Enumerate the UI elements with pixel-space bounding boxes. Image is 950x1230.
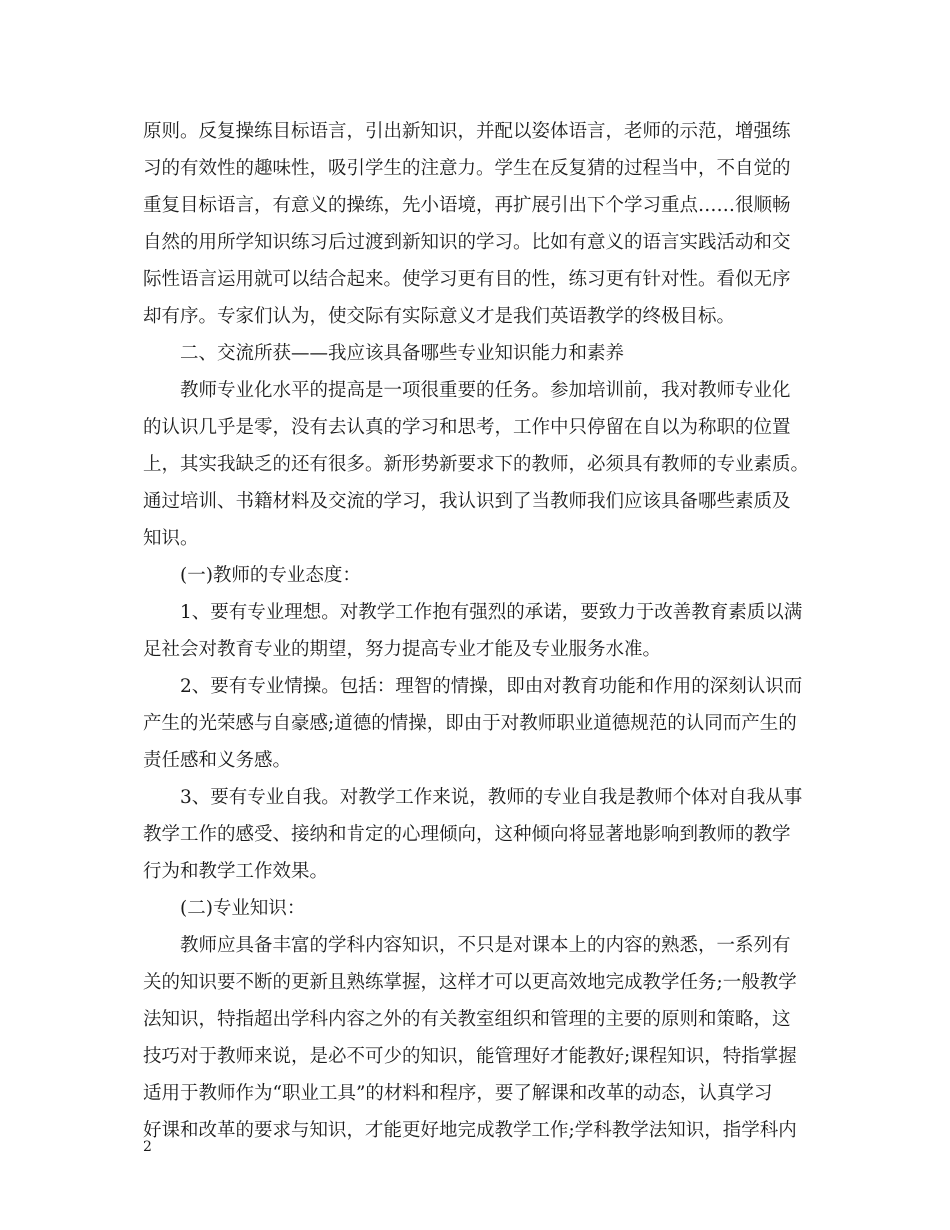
text-line: 教师应具备丰富的学科内容知识，不只是对课本上的内容的熟悉，一系列有 xyxy=(180,935,791,956)
text-line: 自然的用所学知识练习后过渡到新知识的学习。比如有意义的语言实践活动和交 xyxy=(143,232,791,253)
text-line: 法知识，特指超出学科内容之外的有关教室组织和管理的主要的原则和策略，这 xyxy=(143,1009,791,1030)
page-number: 2 xyxy=(143,1139,152,1155)
text-line: 原则。反复操练目标语言，引出新知识，并配以姿体语言，老师的示范，增强练 xyxy=(143,121,791,142)
text-line: 际性语言运用就可以结合起来。使学习更有目的性，练习更有针对性。看似无序 xyxy=(143,269,791,290)
text-line: 3、要有专业自我。对教学工作来说，教师的专业自我是教师个体对自我从事 xyxy=(180,787,803,808)
text-line: 习的有效性的趣味性，吸引学生的注意力。学生在反复猜的过程当中，不自觉的 xyxy=(143,158,791,179)
text-line: 足社会对教育专业的期望，努力提高专业才能及专业服务水准。 xyxy=(143,639,662,660)
text-line: 行为和教学工作效果。 xyxy=(143,861,329,882)
text-line: (一)教师的专业态度： xyxy=(180,565,361,586)
text-line: 技巧对于教师来说，是必不可少的知识，能管理好才能教好;课程知识，特指掌握 xyxy=(143,1046,797,1067)
text-line: 却有序。专家们认为，使交际有实际意义才是我们英语教学的终极目标。 xyxy=(143,306,736,327)
text-line: 教学工作的感受、接纳和肯定的心理倾向，这种倾向将显著地影响到教师的教学 xyxy=(143,824,791,845)
text-line: 责任感和义务感。 xyxy=(143,750,292,771)
text-line: 重复目标语言，有意义的操练，先小语境，再扩展引出下个学习重点……很顺畅 xyxy=(143,195,791,216)
text-line: 通过培训、书籍材料及交流的学习，我认识到了当教师我们应该具备哪些素质及 xyxy=(143,491,791,512)
text-line: 2、要有专业情操。包括：理智的情操，即由对教育功能和作用的深刻认识而 xyxy=(180,676,803,697)
text-line: 关的知识要不断的更新且熟练掌握，这样才可以更高效地完成教学任务;一般教学 xyxy=(143,972,797,993)
text-line: 二、交流所获——我应该具备哪些专业知识能力和素养 xyxy=(180,343,625,364)
text-line: 1、要有专业理想。对教学工作抱有强烈的承诺，要致力于改善教育素质以满 xyxy=(180,602,803,623)
document-body xyxy=(143,113,823,1149)
text-line: 适用于教师作为“职业工具”的材料和程序，要了解课和改革的动态，认真学习 xyxy=(143,1083,773,1104)
text-line: 上，其实我缺乏的还有很多。新形势新要求下的教师，必须具有教师的专业素质。 xyxy=(143,454,810,475)
text-line: 产生的光荣感与自豪感;道德的情操，即由于对教师职业道德规范的认同而产生的 xyxy=(143,713,797,734)
text-line: (二)专业知识： xyxy=(180,898,306,919)
text-line: 好课和改革的要求与知识，才能更好地完成教学工作;学科教学法知识，指学科内 xyxy=(143,1120,797,1141)
text-line: 教师专业化水平的提高是一项很重要的任务。参加培训前，我对教师专业化 xyxy=(180,380,791,401)
text-line: 的认识几乎是零，没有去认真的学习和思考，工作中只停留在自以为称职的位置 xyxy=(143,417,791,438)
text-line: 知识。 xyxy=(143,528,199,549)
